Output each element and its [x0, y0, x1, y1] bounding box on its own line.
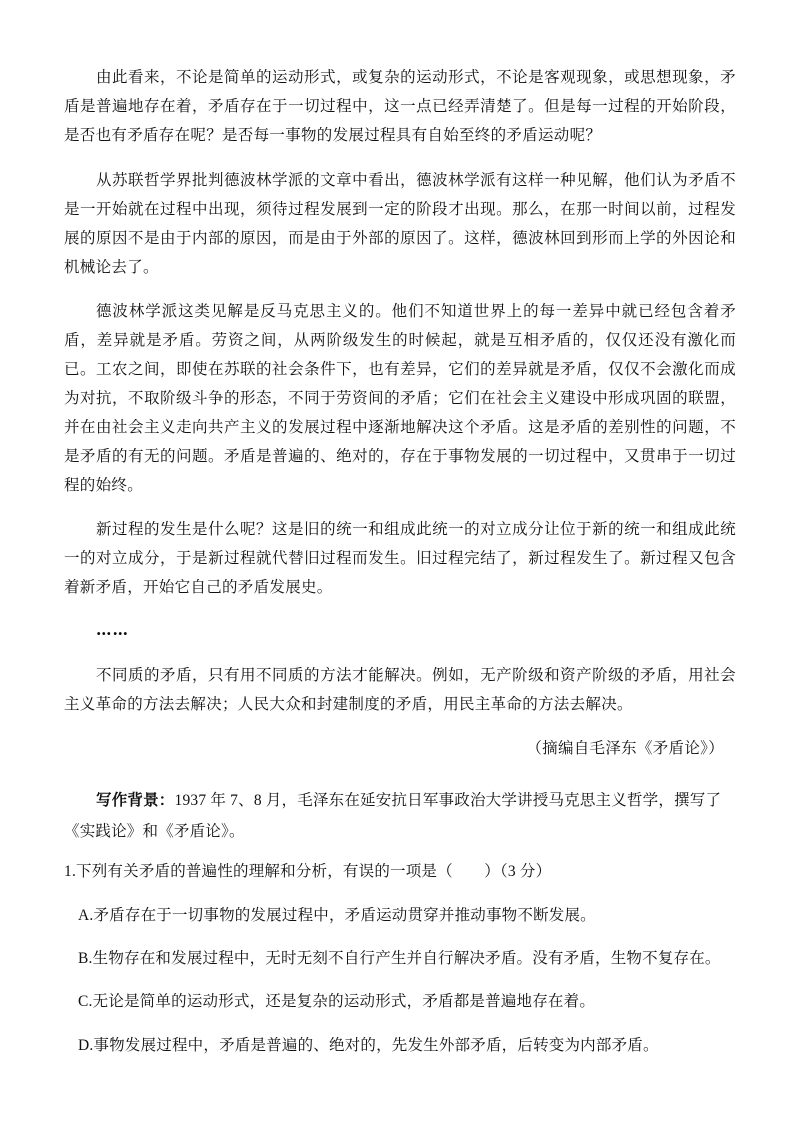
- passage-source: （摘编自毛泽东《矛盾论》）: [526, 739, 724, 757]
- passage-paragraph-3: 德波林学派这类见解是反马克思主义的。他们不知道世界上的每一差异中就已经包含着矛盾，差异就是矛盾。劳资之间，从两阶级发生的时候起，就是互相矛盾的，仅仅还没有激化而已。工农之间，即使在苏联的社会条件下，也有差异，它们的差异就是矛盾，仅仅不会激化而成为对抗，不取阶级斗争的形态，不同于劳资间的矛盾；它们在社会主义建设中形成巩固的联盟，并在由社会主义走向共产主义的发展过程中逐渐地解决这个矛盾。这是矛盾的差别性的问题，不是矛盾的有无的问题。矛盾是普遍的、绝对的，存在于事物发展的一切过程中，又贯串于一切过程的始终。: [64, 302, 736, 494]
- passage-paragraph-5: 不同质的矛盾，只有用不同质的方法才能解决。例如，无产阶级和资产阶级的矛盾，用社会主义革命的方法去解决；人民大众和封建制度的矛盾，用民主革命的方法去解决。: [64, 666, 736, 713]
- passage-paragraph-1: 由此看来，不论是简单的运动形式，或复杂的运动形式，不论是客观现象，或思想现象，矛盾是普遍地存在着，矛盾存在于一切过程中，这一点已经弄清楚了。但是每一过程的开始阶段，是否也有矛盾存在呢？是否每一事物的发展过程具有自始至终的矛盾运动呢？: [64, 68, 736, 144]
- option-c[interactable]: C.无论是简单的运动形式，还是复杂的运动形式，矛盾都是普遍地存在着。: [78, 993, 596, 1010]
- writing-background: [64, 785, 736, 847]
- passage-paragraph-4: 新过程的发生是什么呢？这是旧的统一和组成此统一的对立成分让位于新的统一和组成此统一的对立成分，于是新过程就代替旧过程而发生。旧过程完结了，新过程发生了。新过程又包含着新矛盾，开始它自己的矛盾发展史。: [64, 520, 736, 596]
- writing-background-text: 1937 年 7、8 月，毛泽东在延安抗日军事政治大学讲授马克思主义哲学，撰写了《实践论》和《矛盾论》。: [64, 792, 722, 840]
- question-stem: 1.下列有关矛盾的普遍性的理解和分析，有误的一项是（ ）（3 分）: [64, 863, 552, 880]
- option-d[interactable]: D.事物发展过程中，矛盾是普遍的、绝对的，先发生外部矛盾，后转变为内部矛盾。: [78, 1037, 659, 1054]
- passage-ellipsis: ……: [96, 620, 129, 639]
- option-b[interactable]: B.生物存在和发展过程中，无时无刻不自行产生并自行解决矛盾。没有矛盾，生物不复存在。: [78, 950, 721, 967]
- passage-paragraph-2: 从苏联哲学界批判德波林学派的文章中看出，德波林学派有这样一种见解，他们认为矛盾不是一开始就在过程中出现，须待过程发展到一定的阶段才出现。那么，在那一时间以前，过程发展的原因不是由于内部的原因，而是由于外部的原因了。这样，德波林回到形而上学的外因论和机械论去了。: [64, 171, 736, 276]
- writing-background-label: 写作背景：: [96, 792, 175, 809]
- option-a[interactable]: A.矛盾存在于一切事物的发展过程中，矛盾运动贯穿并推动事物不断发展。: [78, 907, 596, 924]
